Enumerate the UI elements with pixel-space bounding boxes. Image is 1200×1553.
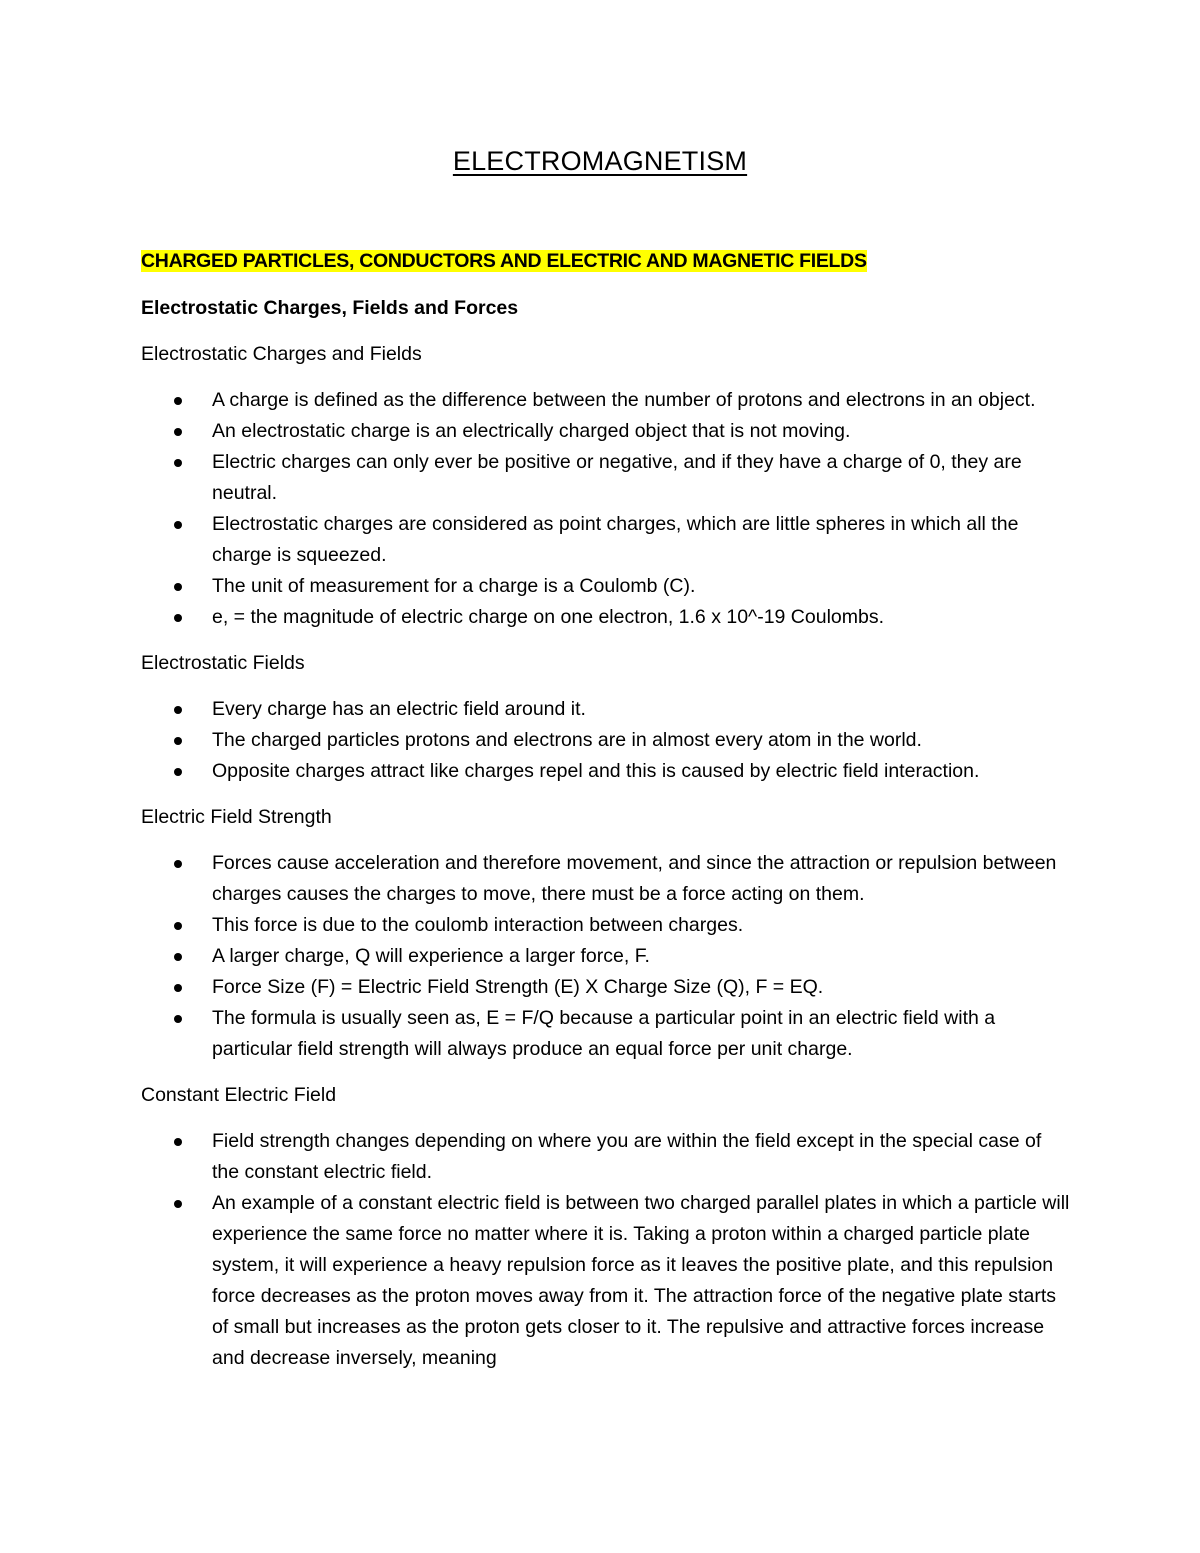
list-item — [141, 910, 1071, 941]
list-item-text: A charge is defined as the difference between the number of protons and electrons in an object. — [212, 389, 1036, 411]
section-heading-text: CHARGED PARTICLES, CONDUCTORS AND ELECTRIC AND MAGNETIC FIELDS — [141, 250, 867, 272]
bullet-list — [141, 848, 1071, 1065]
bullet-dot-icon — [174, 922, 182, 930]
list-item-text: The unit of measurement for a charge is a Coulomb (C). — [212, 575, 696, 597]
list-item-text: A larger charge, Q will experience a larger force, F. — [212, 945, 650, 967]
list-item-text: Forces cause acceleration and therefore movement, and since the attraction or repulsion between charges causes the charges to move, there must be a force acting on them. — [212, 852, 1057, 905]
bullet-dot-icon — [174, 737, 182, 745]
section-heading — [141, 246, 1071, 277]
bullet-dot-icon — [174, 459, 182, 467]
bullet-dot-icon — [174, 984, 182, 992]
bullet-dot-icon — [174, 706, 182, 714]
list-item — [141, 972, 1071, 1003]
topic-heading: Electric Field Strength — [141, 806, 332, 828]
list-item-text: An electrostatic charge is an electrically charged object that is not moving. — [212, 420, 851, 442]
topic-heading: Electrostatic Charges and Fields — [141, 343, 422, 365]
list-item — [141, 848, 1071, 910]
list-item-text: e, = the magnitude of electric charge on one electron, 1.6 x 10^-19 Coulombs. — [212, 606, 885, 628]
list-item — [141, 756, 1071, 787]
list-item — [141, 941, 1071, 972]
bullet-list — [141, 694, 1071, 787]
list-item-text: The formula is usually seen as, E = F/Q because a particular point in an electric field with a particular field strength will always produce an equal force per unit charge. — [212, 1007, 996, 1060]
list-item — [141, 416, 1071, 447]
bullet-list — [141, 1126, 1071, 1374]
list-item — [141, 725, 1071, 756]
list-item — [141, 694, 1071, 725]
document-title: ELECTROMAGNETISM — [452, 146, 748, 176]
list-item — [141, 1188, 1071, 1374]
bullet-dot-icon — [174, 1015, 182, 1023]
list-item-text: Every charge has an electric field around it. — [212, 698, 586, 720]
topic-heading: Electrostatic Fields — [141, 652, 305, 674]
bullet-dot-icon — [174, 521, 182, 529]
list-item — [141, 571, 1071, 602]
bullet-dot-icon — [174, 1138, 182, 1146]
list-item — [141, 602, 1071, 633]
list-item — [141, 1003, 1071, 1065]
bullet-dot-icon — [174, 428, 182, 436]
bullet-list — [141, 385, 1071, 633]
bullet-dot-icon — [174, 583, 182, 591]
topic-heading: Constant Electric Field — [141, 1084, 337, 1106]
bullet-dot-icon — [174, 614, 182, 622]
document-body — [141, 246, 1071, 1374]
list-item-text: Electric charges can only ever be positive or negative, and if they have a charge of 0, they are neutral. — [212, 451, 1022, 504]
subsection-heading: Electrostatic Charges, Fields and Forces — [141, 297, 519, 319]
bullet-dot-icon — [174, 1200, 182, 1208]
list-item — [141, 1126, 1071, 1188]
list-item-text: Opposite charges attract like charges repel and this is caused by electric field interaction. — [212, 760, 980, 782]
list-item — [141, 509, 1071, 571]
list-item — [141, 447, 1071, 509]
list-item — [141, 385, 1071, 416]
bullet-dot-icon — [174, 397, 182, 405]
bullet-dot-icon — [174, 860, 182, 868]
list-item-text: An example of a constant electric field is between two charged parallel plates in which a particle will experience the same force no matter where it is. Taking a proton within a charged particle plate system, it will experience a heavy repulsion force as it leaves the positive plate, and this repulsion force decreases as the proton moves away from it. The attraction force of the negative plate starts of small but increases as the proton gets closer to it. The repulsive and attractive forces increase and decrease inversely, meaning — [212, 1192, 1070, 1369]
bullet-dot-icon — [174, 768, 182, 776]
list-item-text: This force is due to the coulomb interaction between charges. — [212, 914, 744, 936]
bullet-dot-icon — [174, 953, 182, 961]
list-item-text: Field strength changes depending on where you are within the field except in the special case of the constant electric field. — [212, 1130, 1042, 1183]
list-item-text: Force Size (F) = Electric Field Strength (E) X Charge Size (Q), F = EQ. — [212, 976, 824, 998]
list-item-text: The charged particles protons and electrons are in almost every atom in the world. — [212, 729, 922, 751]
topic-groups — [141, 339, 1071, 1374]
list-item-text: Electrostatic charges are considered as point charges, which are little spheres in which all the charge is squeezed. — [212, 513, 1019, 566]
